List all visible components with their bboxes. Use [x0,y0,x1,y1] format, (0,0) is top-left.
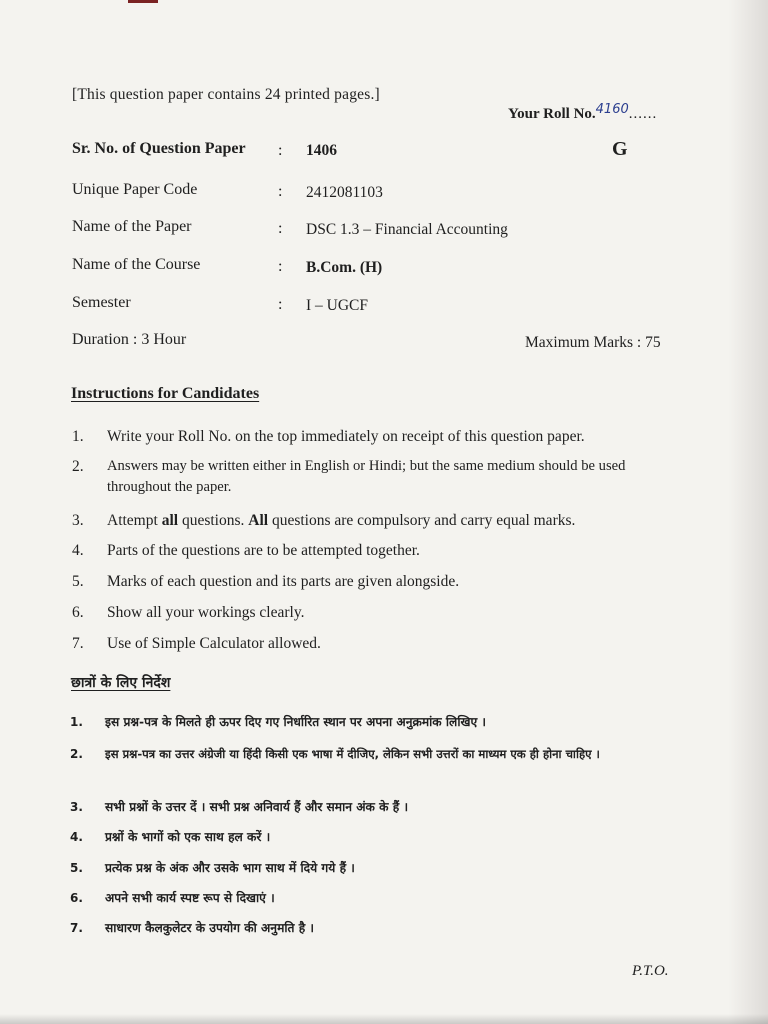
field-value-semester: I – UGCF [306,297,369,314]
field-colon: : [278,296,283,313]
instruction-text: अपने सभी कार्य स्पष्ट रूप से दिखाएं । [105,891,275,905]
field-label-course-name: Name of the Course [72,256,201,273]
roll-label: Your Roll No. [508,106,596,122]
instruction-text-part: questions are compulsory and carry equal marks. [268,512,576,529]
instruction-text: साधारण कैलकुलेटर के उपयोग की अनुमति है । [105,921,315,935]
please-turn-over: P.T.O. [632,963,669,979]
instruction-number: 4. [70,830,83,844]
instruction-text-emphasis: All [248,512,269,529]
instruction-text: सभी प्रश्नों के उत्तर दें । सभी प्रश्न अनिवार्य हैं और समान अंक के हैं । [105,800,409,814]
instruction-number: 4. [72,542,84,559]
instruction-text: Write your Roll No. on the top immediately on receipt of this question paper. [107,428,585,445]
maximum-marks: Maximum Marks : 75 [525,334,661,351]
field-label-paper-name: Name of the Paper [72,218,192,235]
field-value-course-name: B.Com. (H) [306,259,383,276]
instruction-text: प्रश्नों के भागों को एक साथ हल करें । [105,830,271,844]
page-edge-shadow [728,0,768,1024]
instruction-number: 7. [70,921,83,935]
field-colon: : [278,258,283,275]
field-colon: : [278,183,283,200]
roll-handwritten-value: 4160 [595,102,629,117]
instruction-text-part: Attempt [107,512,162,529]
instruction-number: 5. [72,573,84,590]
field-value-sr-no: 1406 [306,142,337,159]
instruction-text [107,510,692,531]
instruction-number: 1. [70,715,83,729]
instruction-text-emphasis: all [161,512,179,529]
instruction-number: 7. [72,635,84,652]
instruction-text: इस प्रश्न-पत्र का उत्तर अंग्रेजी या हिंदी किसी एक भाषा में दीजिए, लेकिन सभी उत्तरों का माध्यम एक ही होना चाहिए । [105,747,600,761]
instructions-en-title: Instructions for Candidates [71,385,260,402]
instruction-number: 5. [70,861,83,875]
instruction-text: Show all your workings clearly. [107,604,305,621]
instruction-number: 2. [70,747,83,761]
instruction-text: Parts of the questions are to be attempted together. [107,542,420,559]
instruction-text: Answers may be written either in English or Hindi; but the same medium should be used throughout the paper. [107,458,626,495]
field-colon: : [278,220,283,237]
instruction-number: 6. [70,891,83,905]
instruction-number: 3. [72,512,84,529]
roll-number-field [508,102,658,123]
duration: Duration : 3 Hour [72,331,187,348]
instruction-text: Marks of each question and its parts are given alongside. [107,573,460,590]
instruction-number: 1. [72,428,84,445]
field-label-paper-code: Unique Paper Code [72,181,198,198]
instruction-text: इस प्रश्न-पत्र के मिलते ही ऊपर दिए गए निर्धारित स्थान पर अपना अनुक्रमांक लिखिए । [105,715,487,729]
set-code: G [612,138,628,160]
field-colon: : [278,142,283,159]
field-label-sr-no: Sr. No. of Question Paper [72,140,246,157]
instructions-hi-title: छात्रों के लिए निर्देश [71,675,171,691]
instruction-text: प्रत्येक प्रश्न के अंक और उसके भाग साथ में दिये गये हैं । [105,861,355,875]
page-bottom-edge [0,1014,768,1024]
roll-dots: ...... [628,106,658,122]
page-count-note: [This question paper contains 24 printed pages.] [72,86,380,103]
instruction-number: 3. [70,800,83,814]
instruction-number: 6. [72,604,84,621]
field-label-semester: Semester [72,294,131,311]
instruction-text: Use of Simple Calculator allowed. [107,635,321,652]
field-value-paper-name: DSC 1.3 – Financial Accounting [306,221,508,238]
top-edge-mark [128,0,158,3]
instruction-text-part: questions. [178,512,249,529]
instruction-number: 2. [72,458,84,475]
field-value-paper-code: 2412081103 [306,184,383,201]
